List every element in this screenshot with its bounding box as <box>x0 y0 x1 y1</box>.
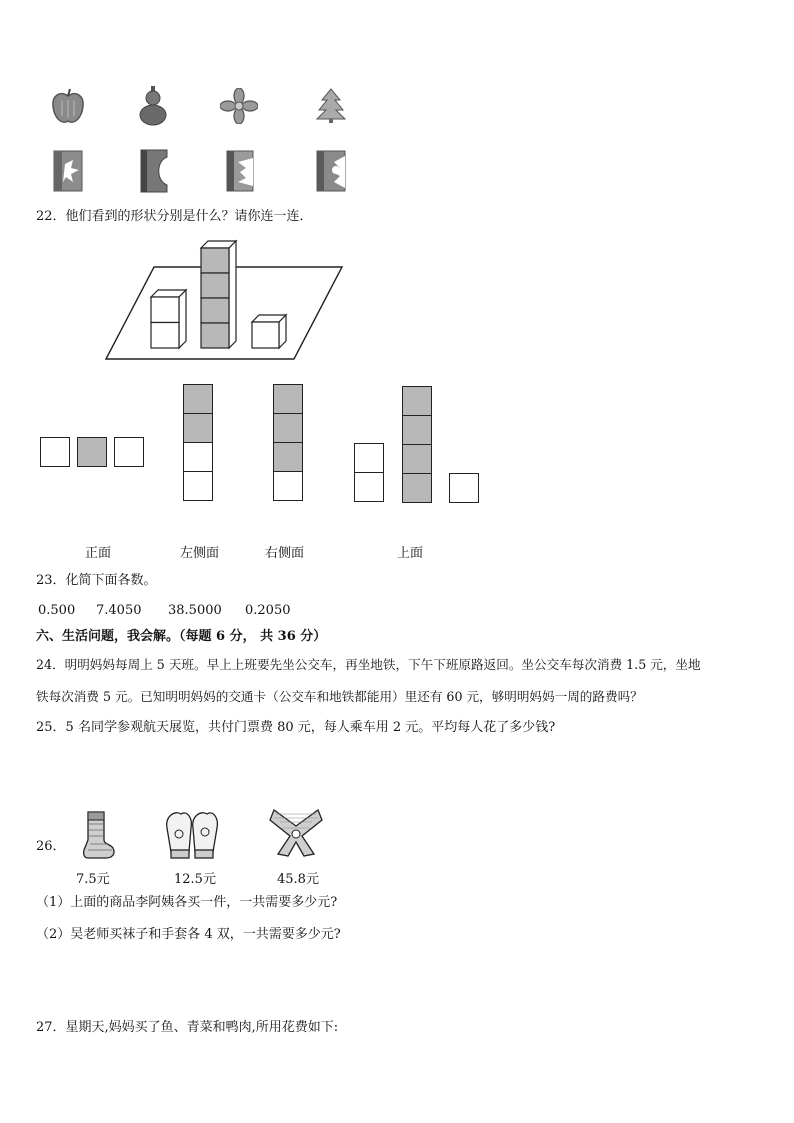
label-front: 正面 <box>85 546 112 561</box>
question-27: 27．星期天,妈妈买了鱼、青菜和鸭肉,所用花费如下: <box>36 1020 339 1035</box>
view4-mid-square-3 <box>402 444 432 474</box>
question-22: 22．他们看到的形状分别是什么？请你连一连． <box>36 209 313 224</box>
view3-square-2 <box>273 413 303 443</box>
question-26-number: 26． <box>36 839 66 854</box>
number-3: 38.5000 <box>168 603 222 618</box>
question-24-line-2: 铁每次消费 5 元。已知明明妈妈的交通卡（公交车和地铁都能用）里还有 60 元，够明明妈妈一周的路费吗？ <box>36 689 643 704</box>
label-right-side: 右侧面 <box>265 546 305 561</box>
view2-square-4 <box>183 471 213 501</box>
scarf-price: 45.8元 <box>277 872 319 887</box>
label-left-side: 左侧面 <box>180 546 220 561</box>
view4-left-square-1 <box>354 443 384 473</box>
view1-square-3 <box>114 437 144 467</box>
paper-cut-3-icon <box>226 150 254 192</box>
gourd-shape-icon <box>137 86 169 126</box>
question-26-sub-1: （1）上面的商品李阿姨各买一件，一共需要多少元? <box>36 895 338 910</box>
question-24-line-1: 24．明明妈妈每周上 5 天班。早上上班要先坐公交车，再坐地铁，下午下班原路返回。坐公交车每次消费 1.5 元，坐地 <box>36 657 701 672</box>
paper-cut-2-icon <box>140 149 168 193</box>
sock-icon <box>80 810 116 860</box>
view2-square-2 <box>183 413 213 443</box>
view3-square-4 <box>273 471 303 501</box>
view1-square-2 <box>77 437 107 467</box>
question-26-sub-2: （2）吴老师买袜子和手套各 4 双，一共需要多少元? <box>36 927 341 942</box>
number-2: 7.4050 <box>96 603 142 618</box>
number-1: 0.500 <box>38 603 76 618</box>
mitten-price: 12.5元 <box>174 872 216 887</box>
question-23: 23．化简下面各数。 <box>36 573 157 588</box>
scarf-icon <box>268 806 324 858</box>
view2-square-3 <box>183 442 213 472</box>
view4-right-square <box>449 473 479 503</box>
view3-square-1 <box>273 384 303 414</box>
number-4: 0.2050 <box>245 603 291 618</box>
tree-shape-icon <box>316 88 346 124</box>
paper-cut-1-icon <box>53 150 83 192</box>
flower-shape-icon <box>220 88 258 124</box>
view4-mid-square-1 <box>402 386 432 416</box>
sock-price: 7.5元 <box>76 872 110 887</box>
view3-square-3 <box>273 442 303 472</box>
view2-square-1 <box>183 384 213 414</box>
view4-mid-square-2 <box>402 415 432 445</box>
cube-scene-diagram <box>100 238 350 364</box>
question-25: 25．5 名同学参观航天展览，共付门票费 80 元，每人乘车用 2 元。平均每人花了多少钱? <box>36 720 556 735</box>
apple-shape-icon <box>50 88 86 126</box>
number-list <box>38 602 291 620</box>
view4-left-square-2 <box>354 472 384 502</box>
view4-mid-square-4 <box>402 473 432 503</box>
paper-cut-4-icon <box>316 150 346 192</box>
label-top: 上面 <box>397 546 424 561</box>
mitten-icon <box>163 808 221 860</box>
section-6-title: 六、生活问题，我会解。（每题 6 分， 共 36 分） <box>36 629 327 644</box>
view1-square-1 <box>40 437 70 467</box>
